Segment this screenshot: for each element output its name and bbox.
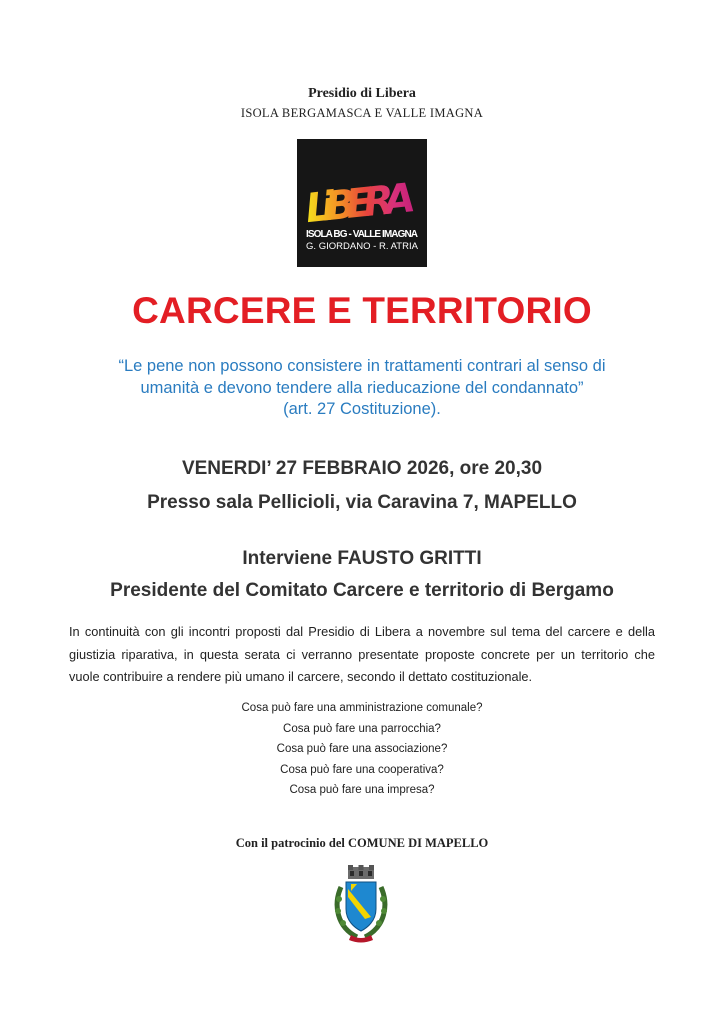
quote-line: “Le pene non possono consistere in trattamenti contrari al senso di [118,357,606,375]
event-description: In continuità con gli incontri proposti dal Presidio di Libera a novembre sul tema del carcere e della giustizia riparativa, in questa serata ci verranno presentate proposte concrete per un territorio che vuole contribuire a rendere più umano il carcere, secondo il dettato costituzionale. [69,624,655,684]
constitution-quote [0,356,724,421]
event-title: CARCERE E TERRITORIO [132,290,592,331]
speaker-role: Presidente del Comitato Carcere e territorio di Bergamo [110,580,614,601]
question-item: Cosa può fare una cooperativa? [280,763,444,776]
event-location: Presso sala Pellicioli, via Caravina 7, MAPELLO [147,492,577,513]
libera-logo [297,139,427,267]
municipal-coat-of-arms-icon [331,865,391,945]
logo-line-1: ISOLA BG - VALLE IMAGNA [306,229,418,240]
logo-line-2: G. GIORDANO - R. ATRIA [306,241,418,252]
question-item: Cosa può fare una parrocchia? [283,722,441,735]
presidio-title: Presidio di Libera [308,86,416,101]
speaker-name: Interviene FAUSTO GRITTI [242,548,482,569]
question-item: Cosa può fare una associazione? [276,743,448,755]
questions-list [0,698,724,801]
presidio-area: ISOLA BERGAMASCA E VALLE IMAGNA [240,106,484,120]
patronage-note: Con il patrocinio del COMUNE DI MAPELLO [235,836,489,850]
question-item: Cosa può fare una amministrazione comunale? [241,702,483,714]
question-item: Cosa può fare una impresa? [289,784,435,796]
event-date: VENERDI’ 27 FEBBRAIO 2026, ore 20,30 [181,458,543,479]
quote-line: umanità e devono tendere alla rieducazione del condannato” [140,378,584,397]
quote-line: (art. 27 Costituzione). [283,400,441,418]
logo-wordmark: LiBERA [303,174,418,233]
